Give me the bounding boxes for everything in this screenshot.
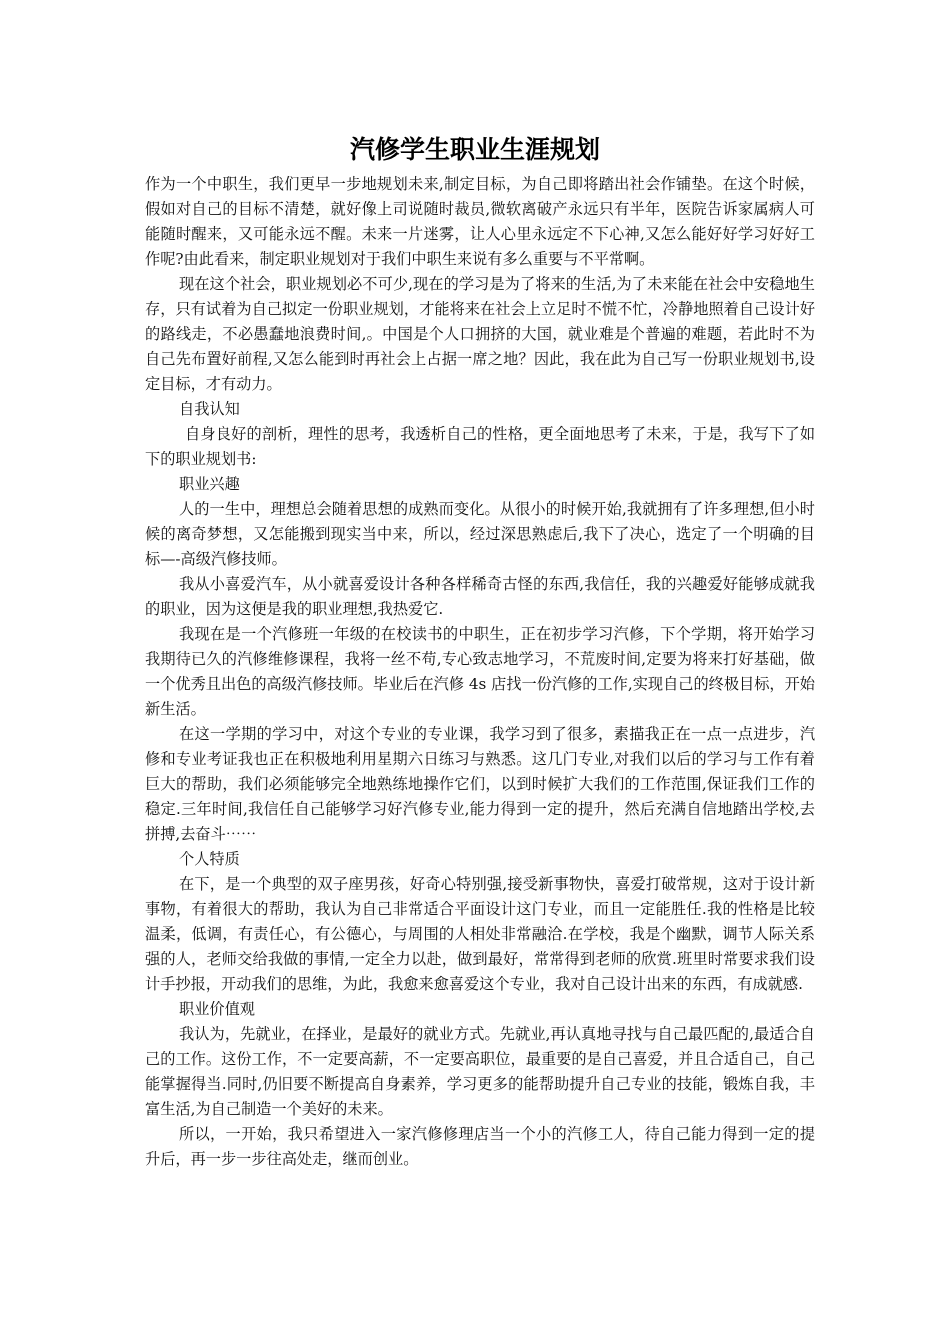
document-title: 汽修学生职业生涯规划 bbox=[349, 135, 600, 164]
section-heading-career-values: 职业价值观 bbox=[179, 1000, 255, 1018]
paragraph-society: 现在这个社会，职业规划必不可少,现在的学习是为了将来的生活,为了未来能在社会中安稳地生存，只有试着为自己拟定一份职业规划，才能将来在社会上立足时不慌不忙，冷静地照着自己设计好的路线走，不必愚蠢地浪费时间,。中国是个人口拥挤的大国，就业难是个普遍的难题，若此时不为自己先布置好前程,又怎么能到时再社会上占据一席之地？因此，我在此为自己写一份职业规划书,设定目标，才有动力。 bbox=[145, 275, 815, 393]
document-body bbox=[145, 172, 815, 1172]
paragraph-self-awareness: 自身良好的剖析，理性的思考，我透析自己的性格，更全面地思考了未来，于是，我写下了如下的职业规划书: bbox=[145, 425, 815, 468]
paragraph-interest-2: 我从小喜爱汽车，从小就喜爱设计各种各样稀奇古怪的东西,我信任，我的兴趣爱好能够成就我的职业，因为这便是我的职业理想,我热爱它. bbox=[145, 575, 815, 618]
paragraph-interest-3: 我现在是一个汽修班一年级的在校读书的中职生，正在初步学习汽修，下个学期，将开始学习我期待已久的汽修维修课程，我将一丝不苟,专心致志地学习，不荒废时间,定要为将来打好基础，做一个优秀且出色的高级汽修技师。毕业后在汽修 4s 店找一份汽修的工作,实现自己的终极目标，开始新生活。 bbox=[145, 625, 815, 718]
paragraph-personal-traits: 在下，是一个典型的双子座男孩，好奇心特别强,接受新事物快，喜爱打破常规，这对于设计新事物，有着很大的帮助，我认为自己非常适合平面设计这门专业，而且一定能胜任.我的性格是比较温柔，低调，有责任心，有公德心，与周围的人相处非常融洽.在学校，我是个幽默，调节人际关系强的人，老师交给我做的事情,一定全力以赴，做到最好，常常得到老师的欣赏.班里时常要求我们设计手抄报，开动我们的思维，为此，我愈来愈喜爱这个专业，我对自己设计出来的东西，有成就感. bbox=[145, 875, 815, 993]
paragraph-conclusion: 所以，一开始，我只希望进入一家汽修修理店当一个小的汽修工人，待自己能力得到一定的提升后，再一步一步往高处走，继而创业。 bbox=[145, 1125, 815, 1168]
section-heading-career-interest: 职业兴趣 bbox=[179, 475, 240, 493]
paragraph-career-values: 我认为，先就业，在择业，是最好的就业方式。先就业,再认真地寻找与自己最匹配的,最适合自己的工作。这份工作，不一定要高薪，不一定要高职位，最重要的是自己喜爱，并且合适自己，自己能掌握得当.同时,仍旧要不断提高自身素养，学习更多的能帮助提升自己专业的技能，锻炼自我，丰富生活,为自己制造一个美好的未来。 bbox=[145, 1025, 815, 1118]
paragraph-interest-1: 人的一生中，理想总会随着思想的成熟而变化。从很小的时候开始,我就拥有了许多理想,但小时候的离奇梦想，又怎能搬到现实当中来，所以，经过深思熟虑后,我下了决心，选定了一个明确的目标—-高级汽修技师。 bbox=[145, 500, 815, 568]
paragraph-interest-4: 在这一学期的学习中，对这个专业的专业课，我学习到了很多，素描我正在一点一点进步，汽修和专业考证我也正在积极地利用星期六日练习与熟悉。这几门专业,对我们以后的学习与工作有着巨大的帮助，我们必须能够完全地熟练地操作它们，以到时候扩大我们的工作范围,保证我们工作的稳定.三年时间,我信任自己能够学习好汽修专业,能力得到一定的提升，然后充满自信地踏出学校,去拼搏,去奋斗⋯⋯ bbox=[145, 725, 815, 843]
section-heading-self-awareness: 自我认知 bbox=[179, 400, 240, 418]
paragraph-intro: 作为一个中职生，我们更早一步地规划未来,制定目标，为自己即将踏出社会作铺垫。在这个时候，假如对自己的目标不清楚，就好像上司说随时裁员,微软离破产永远只有半年，医院告诉家属病人可能随时醒来，又可能永远不醒。未来一片迷雾，让人心里永远定不下心神,又怎么能好好学习好好工作呢?由此看来，制定职业规划对于我们中职生来说有多么重要与不平常啊。 bbox=[145, 175, 815, 268]
section-heading-personal-traits: 个人特质 bbox=[179, 850, 240, 868]
